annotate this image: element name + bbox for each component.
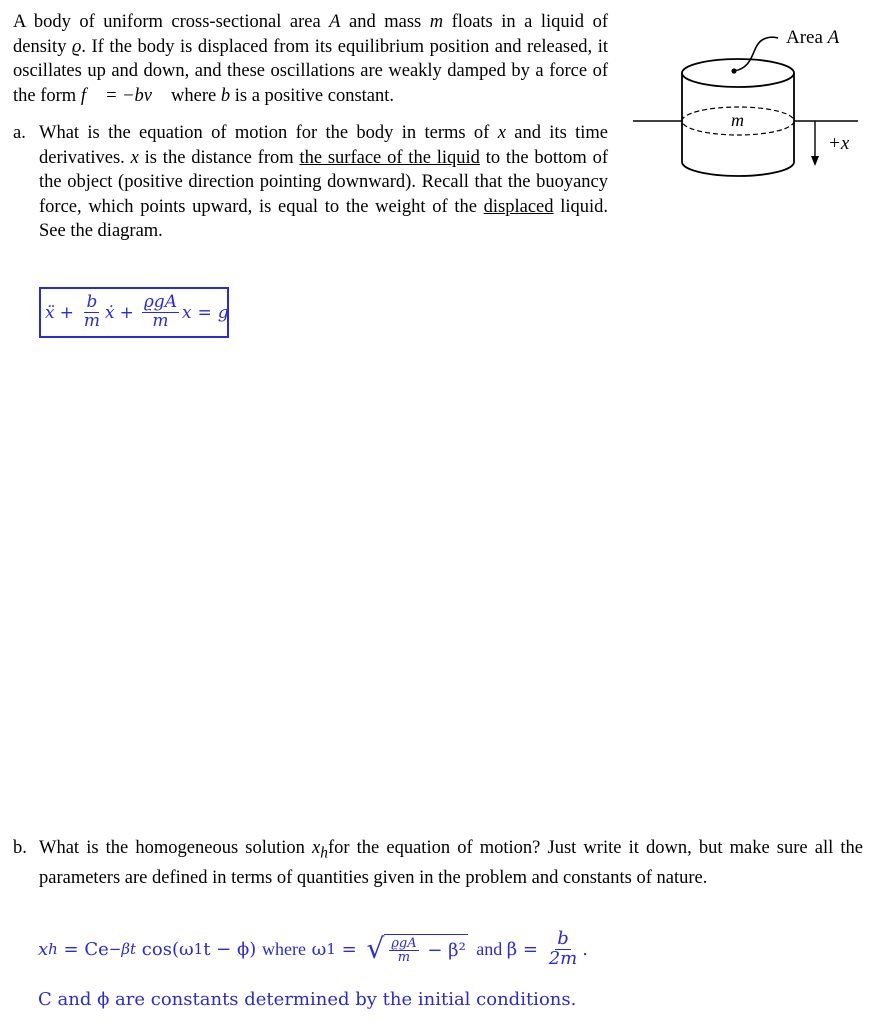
eq-part: = Ce	[57, 938, 109, 960]
answer-a-box	[39, 287, 229, 338]
xh-sub: h	[48, 940, 58, 959]
fraction-b-over-m	[82, 294, 102, 331]
frac-den: m	[397, 950, 411, 966]
frac-num: ϱgA	[391, 935, 417, 951]
omega-sub: 1	[326, 940, 336, 959]
beta-eq: β =	[506, 938, 544, 960]
area-word: Area	[786, 27, 828, 48]
where-word: where	[261, 938, 306, 959]
floating-cylinder-diagram	[620, 0, 878, 200]
intro-text: where	[166, 85, 221, 106]
frac-den: m	[83, 311, 100, 331]
period: .	[582, 938, 588, 960]
cos-part: cos(ω	[136, 938, 194, 960]
omega-sub: 1	[193, 940, 204, 959]
fraction-rhogA-over-m	[142, 294, 179, 331]
fraction-b-over-2m	[547, 930, 580, 969]
question-a	[13, 121, 608, 244]
var-b: b	[220, 85, 231, 106]
qa-text: liquid. See the diagram.	[39, 196, 609, 241]
qa-text: and its time derivatives.	[39, 123, 608, 168]
intro-text: and mass	[340, 12, 430, 32]
axis-label: +x	[828, 133, 850, 154]
mass-label: m	[731, 110, 744, 130]
intro-text: . If the body is displaced from its equilibrium position and released, it oscillates up and down, and these oscillations are weakly damped by a force of the form	[13, 36, 608, 106]
g: g	[217, 302, 229, 323]
qb-text: What is the homogeneous solution	[39, 838, 313, 858]
intro-text: A body of uniform cross-sectional area	[13, 12, 330, 32]
question-b-text	[39, 836, 863, 891]
question-b-label: b.	[13, 838, 27, 858]
var-density: ϱ	[71, 36, 82, 57]
qa-text: What is the equation of motion for the body in terms of	[39, 123, 498, 143]
cylinder-diagram-svg	[620, 0, 878, 200]
problem-intro	[13, 10, 608, 108]
var-area: A	[329, 12, 341, 32]
question-a-label: a.	[13, 123, 26, 143]
x-double-dot: ẍ	[45, 302, 55, 323]
answer-b-note: C and ϕ are constants determined by the initial conditions.	[38, 989, 577, 1010]
question-b	[13, 836, 863, 891]
cos-rest: t − ϕ)	[203, 938, 262, 960]
frac-den: 2m	[548, 947, 578, 969]
damping-force-equation: f⃗ = −bv⃗	[80, 85, 167, 106]
beta-squared: − β²	[421, 940, 466, 962]
var-xh-sub: h	[320, 844, 328, 862]
var-x: x	[497, 123, 506, 143]
frac-num: b	[557, 928, 569, 949]
intro-text: is a positive constant.	[230, 85, 395, 106]
var-x: x	[130, 147, 139, 168]
radical-sign: √	[366, 932, 385, 966]
frac-num: ϱgA	[143, 292, 177, 313]
plus: +	[119, 302, 134, 323]
frac-den: m	[152, 311, 169, 331]
equals: =	[197, 302, 212, 323]
question-a-text	[39, 121, 608, 244]
equals: =	[335, 938, 363, 960]
underlined-phrase: displaced	[483, 196, 554, 217]
answer-b-equation	[38, 930, 588, 969]
var-mass: m	[429, 12, 444, 32]
qa-text: is the distance from	[138, 147, 300, 168]
underlined-phrase: the surface of the liquid	[299, 147, 480, 168]
square-root	[366, 934, 467, 965]
x-dot: ẋ	[104, 302, 115, 323]
var-xh: x	[312, 838, 321, 858]
qa-text: to the bottom of the object (positive direction pointing downward). Recall that the buoyancy force, which points upward, is equal to the weight of the	[39, 147, 608, 217]
xh: x	[38, 938, 49, 960]
qb-text: for the equation of motion? Just write it down, but make sure all the parameters are defined in terms of quantities given in the problem and constants of nature.	[39, 838, 863, 889]
area-label	[786, 27, 839, 49]
frac-num: b	[86, 292, 98, 313]
plus: +	[59, 302, 74, 323]
intro-text: floats in a liquid of density	[13, 12, 608, 57]
exponent: −βt	[108, 940, 137, 959]
and-word: and	[471, 938, 507, 959]
x: x	[181, 302, 192, 323]
fraction-rhogA-over-m	[389, 937, 418, 965]
radicand	[384, 934, 468, 965]
omega: ω	[305, 938, 327, 960]
area-var: A	[827, 27, 840, 48]
